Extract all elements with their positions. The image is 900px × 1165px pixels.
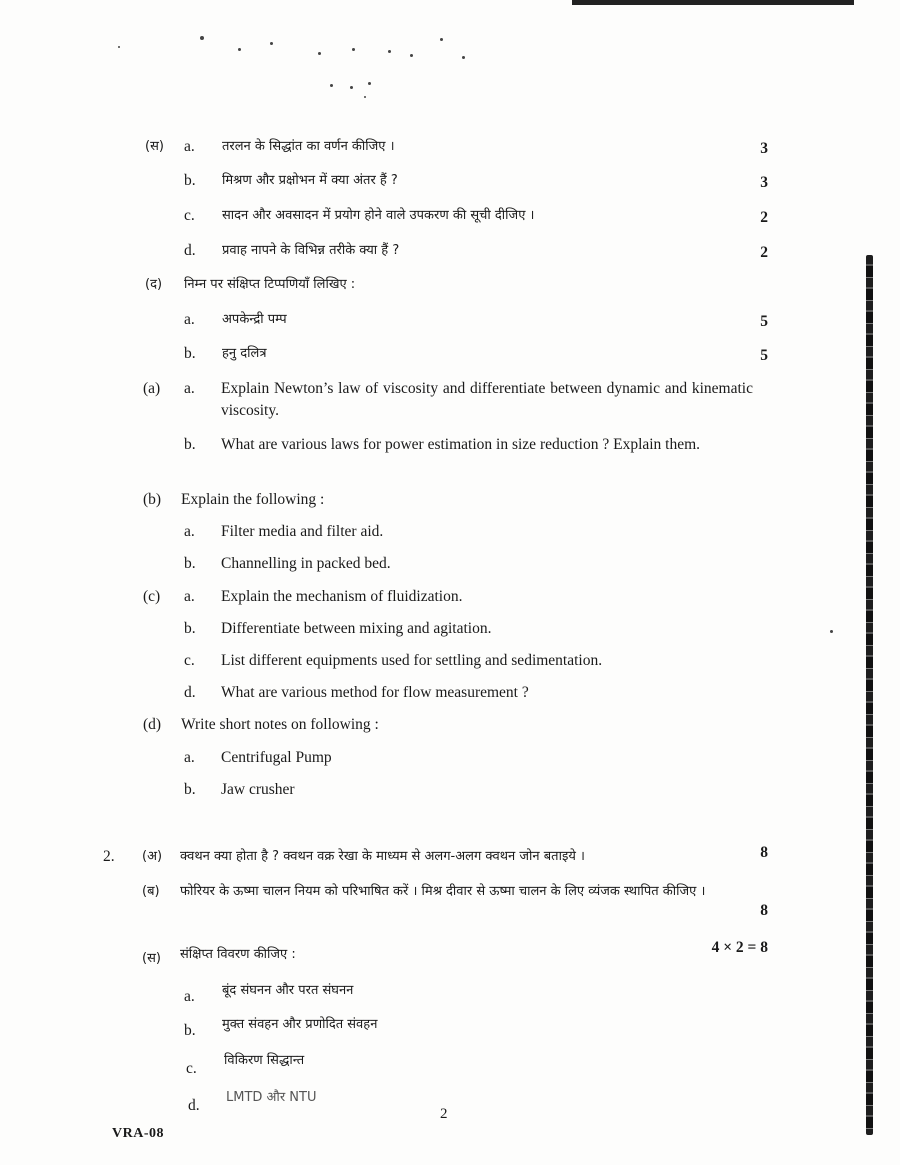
question-text: Channelling in packed bed. xyxy=(221,555,391,572)
binding-edge-shadow xyxy=(866,255,873,1135)
scan-speck xyxy=(830,630,833,633)
scan-speck xyxy=(440,38,443,41)
section-heading: Explain the following : xyxy=(181,491,325,508)
question-text: सादन और अवसादन में प्रयोग होने वाले उपकरण की सूची दीजिए । xyxy=(222,208,535,223)
question-text: मुक्त संवहन और प्रणोदित संवहन xyxy=(222,1017,378,1032)
question-number: 2. xyxy=(103,848,115,865)
item-letter: c. xyxy=(184,652,195,669)
marks: 5 xyxy=(760,313,768,330)
section-label: (b) xyxy=(143,491,162,508)
item-letter: b. xyxy=(184,345,196,362)
question-text: Jaw crusher xyxy=(221,781,295,798)
item-letter: a. xyxy=(184,988,195,1005)
scan-speck xyxy=(350,86,353,89)
question-text: विकिरण सिद्धान्त xyxy=(224,1053,305,1068)
question-text: हनु दलित्र xyxy=(222,346,267,361)
item-letter: b. xyxy=(184,436,196,453)
scan-speck xyxy=(388,50,391,53)
question-text: Filter media and filter aid. xyxy=(221,523,384,540)
scan-speck xyxy=(330,84,333,87)
question-text: अपकेन्द्री पम्प xyxy=(222,312,287,327)
item-letter: c. xyxy=(186,1060,197,1077)
question-text: What are various method for flow measurement ? xyxy=(221,684,529,701)
item-letter: b. xyxy=(184,172,196,189)
question-text: क्वथन क्या होता है ? क्वथन वक्र रेखा के माध्यम से अलग-अलग क्वथन जोन बताइये । xyxy=(180,849,585,864)
section-heading: निम्न पर संक्षिप्त टिप्पणियाँ लिखिए : xyxy=(184,277,356,292)
scan-speck xyxy=(318,52,321,55)
top-edge-rule xyxy=(572,0,854,5)
item-letter: d. xyxy=(184,684,196,701)
section-label: (a) xyxy=(143,380,161,397)
section-label: (d) xyxy=(143,716,162,733)
item-letter: d. xyxy=(184,242,196,259)
marks: 3 xyxy=(760,174,768,191)
scan-speck xyxy=(238,48,241,51)
marks: 8 xyxy=(760,902,768,919)
marks: 5 xyxy=(760,347,768,364)
section-heading: Write short notes on following : xyxy=(181,716,379,733)
scan-speck xyxy=(352,48,355,51)
question-text: LMTD और NTU xyxy=(226,1090,317,1105)
item-letter: b. xyxy=(184,1022,196,1039)
question-text: तरलन के सिद्धांत का वर्णन कीजिए । xyxy=(222,139,395,154)
marks: 2 xyxy=(760,244,768,261)
item-letter: a. xyxy=(184,749,195,766)
question-text: Explain the mechanism of fluidization. xyxy=(221,588,463,605)
item-letter: d. xyxy=(188,1097,200,1114)
marks: 3 xyxy=(760,140,768,157)
section-label: (द) xyxy=(145,277,163,292)
question-text: प्रवाह नापने के विभिन्न तरीके क्या हैं ? xyxy=(222,243,400,258)
item-letter: a. xyxy=(184,138,195,155)
scan-speck xyxy=(462,56,465,59)
section-label: (स) xyxy=(142,951,161,966)
question-text: Differentiate between mixing and agitation. xyxy=(221,620,492,637)
question-text: मिश्रण और प्रक्षोभन में क्या अंतर हैं ? xyxy=(222,173,398,188)
scan-speck xyxy=(200,36,204,40)
item-letter: a. xyxy=(184,588,195,605)
scan-speck xyxy=(410,54,413,57)
question-text: Explain Newton’s law of viscosity and differentiate between dynamic and kinematic viscosity. xyxy=(221,380,753,419)
marks: 4 × 2 = 8 xyxy=(711,939,768,956)
section-label: (स) xyxy=(145,139,164,154)
section-heading: संक्षिप्त विवरण कीजिए : xyxy=(180,947,296,962)
section-label: (ब) xyxy=(142,884,160,899)
item-letter: a. xyxy=(184,380,195,397)
question-text: List different equipments used for settling and sedimentation. xyxy=(221,652,603,669)
scan-speck xyxy=(270,42,273,45)
scan-speck xyxy=(364,96,366,98)
question-text: बूंद संघनन और परत संघनन xyxy=(222,983,354,998)
item-letter: b. xyxy=(184,781,196,798)
scan-speck xyxy=(368,82,371,85)
item-letter: a. xyxy=(184,311,195,328)
item-letter: b. xyxy=(184,620,196,637)
marks: 8 xyxy=(760,844,768,861)
item-letter: c. xyxy=(184,207,195,224)
page-number: 2 xyxy=(440,1106,448,1122)
question-text: What are various laws for power estimation in size reduction ? Explain them. xyxy=(221,436,701,453)
question-text: Centrifugal Pump xyxy=(221,749,332,766)
paper-code: VRA-08 xyxy=(112,1126,164,1141)
item-letter: a. xyxy=(184,523,195,540)
item-letter: b. xyxy=(184,555,196,572)
scan-speck xyxy=(118,46,120,48)
question-text: फोरियर के ऊष्मा चालन नियम को परिभाषित करें । मिश्र दीवार से ऊष्मा चालन के लिए व्यंजक स्थापित कीजिए । xyxy=(180,884,706,899)
section-label: (c) xyxy=(143,588,161,605)
section-label: (अ) xyxy=(142,849,163,864)
marks: 2 xyxy=(760,209,768,226)
